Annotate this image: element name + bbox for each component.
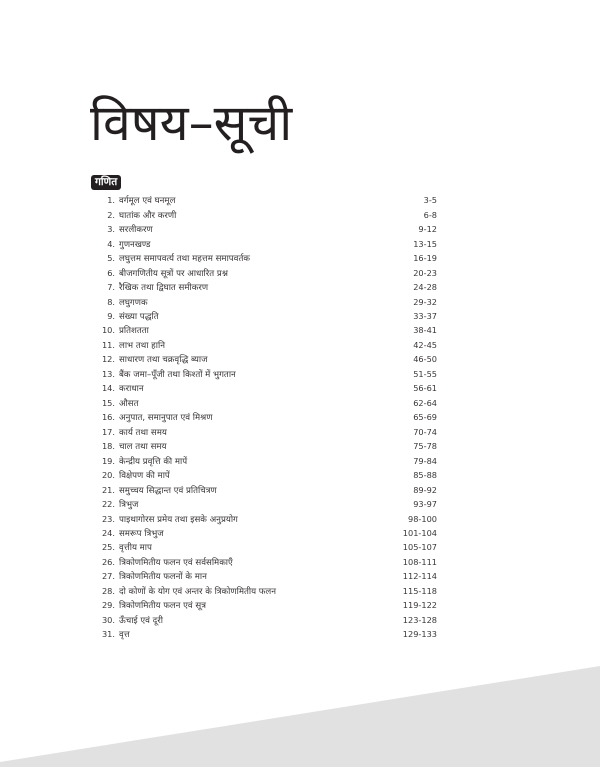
chapter-page-range: 29-32 — [413, 296, 437, 307]
chapter-page-range: 16-19 — [413, 253, 437, 264]
chapter-number: 3. — [107, 224, 115, 235]
chapter-title: लाभ तथा हानि — [119, 340, 165, 351]
chapter-number: 23. — [101, 513, 115, 524]
chapter-number: 31. — [101, 629, 115, 640]
chapter-title: कराधान — [119, 384, 144, 395]
chapter-title: रैखिक तथा द्विघात समीकरण — [119, 283, 209, 294]
chapter-page-range: 42-45 — [413, 339, 437, 350]
chapter-page-range: 108-111 — [402, 556, 437, 567]
table-of-contents — [95, 193, 437, 642]
chapter-page-range: 13-15 — [413, 238, 437, 249]
toc-row-16[interactable] — [95, 410, 437, 424]
chapter-page-range: 38-41 — [413, 325, 437, 336]
chapter-page-range: 85-88 — [413, 470, 437, 481]
chapter-number: 14. — [101, 383, 115, 394]
toc-row-8[interactable] — [95, 294, 437, 308]
chapter-title: संख्या पद्धति — [119, 311, 159, 322]
chapter-page-range: 98-100 — [407, 513, 437, 524]
chapter-number: 6. — [107, 267, 115, 278]
chapter-number: 2. — [107, 209, 115, 220]
chapter-number: 4. — [107, 238, 115, 249]
chapter-page-range: 62-64 — [413, 397, 437, 408]
chapter-title: लघुगणक — [119, 297, 148, 308]
chapter-number: 8. — [107, 296, 115, 307]
chapter-title: अनुपात, समानुपात एवं मिश्रण — [119, 413, 213, 424]
toc-row-20[interactable] — [95, 468, 437, 482]
toc-row-31[interactable] — [95, 627, 437, 641]
chapter-number: 7. — [107, 282, 115, 293]
chapter-page-range: 70-74 — [413, 426, 437, 437]
toc-row-18[interactable] — [95, 439, 437, 453]
chapter-title: त्रिकोणमितीय फलन एवं सर्वसमिकाएँ — [119, 557, 233, 568]
chapter-page-range: 129-133 — [402, 629, 437, 640]
chapter-title: विक्षेपण की मापें — [119, 471, 170, 482]
toc-row-22[interactable] — [95, 497, 437, 511]
chapter-page-range: 123-128 — [402, 614, 437, 625]
toc-row-15[interactable] — [95, 396, 437, 410]
toc-row-7[interactable] — [95, 280, 437, 294]
toc-row-14[interactable] — [95, 381, 437, 395]
chapter-title: साधारण तथा चक्रवृद्धि ब्याज — [119, 355, 208, 366]
chapter-number: 19. — [101, 455, 115, 466]
chapter-page-range: 89-92 — [413, 484, 437, 495]
chapter-page-range: 24-28 — [413, 282, 437, 293]
chapter-number: 30. — [101, 614, 115, 625]
chapter-page-range: 101-104 — [402, 528, 437, 539]
chapter-page-range: 105-107 — [402, 542, 437, 553]
toc-row-19[interactable] — [95, 453, 437, 467]
toc-row-30[interactable] — [95, 613, 437, 627]
chapter-title: केन्द्रीय प्रवृत्ति की मापें — [119, 456, 188, 467]
toc-row-4[interactable] — [95, 236, 437, 250]
chapter-title: लघुत्तम समापवर्त्य तथा महत्तम समापवर्तक — [119, 254, 250, 265]
chapter-page-range: 46-50 — [413, 354, 437, 365]
chapter-page-range: 6-8 — [423, 209, 437, 220]
chapter-title: घातांक और करणी — [119, 210, 177, 221]
chapter-title: गुणनखण्ड — [119, 239, 151, 250]
chapter-number: 26. — [101, 556, 115, 567]
toc-row-26[interactable] — [95, 555, 437, 569]
chapter-number: 20. — [101, 470, 115, 481]
chapter-number: 27. — [101, 571, 115, 582]
page-title: विषय–सूची — [90, 94, 293, 152]
toc-row-27[interactable] — [95, 569, 437, 583]
chapter-page-range: 112-114 — [402, 571, 437, 582]
chapter-number: 25. — [101, 542, 115, 553]
toc-row-29[interactable] — [95, 598, 437, 612]
chapter-number: 16. — [101, 412, 115, 423]
chapter-title: समरूप त्रिभुज — [119, 529, 164, 540]
chapter-title: प्रतिशतता — [119, 326, 149, 337]
chapter-title: त्रिकोणमितीय फलन एवं सूत्र — [119, 601, 206, 612]
chapter-number: 9. — [107, 310, 115, 321]
toc-row-1[interactable] — [95, 193, 437, 207]
chapter-number: 17. — [101, 426, 115, 437]
chapter-title: त्रिभुज — [119, 500, 139, 511]
chapter-title: वृत्त — [119, 630, 130, 641]
chapter-page-range: 93-97 — [413, 499, 437, 510]
chapter-page-range: 79-84 — [413, 455, 437, 466]
toc-row-25[interactable] — [95, 540, 437, 554]
chapter-title: दो कोणों के योग एवं अन्तर के त्रिकोणमितीय फलन — [119, 586, 277, 597]
toc-row-5[interactable] — [95, 251, 437, 265]
toc-row-12[interactable] — [95, 352, 437, 366]
chapter-title: चाल तथा समय — [119, 442, 167, 453]
chapter-number: 21. — [101, 484, 115, 495]
toc-row-10[interactable] — [95, 323, 437, 337]
chapter-page-range: 51-55 — [413, 368, 437, 379]
toc-row-6[interactable] — [95, 265, 437, 279]
chapter-number: 5. — [107, 253, 115, 264]
chapter-page-range: 9-12 — [418, 224, 437, 235]
chapter-number: 22. — [101, 499, 115, 510]
chapter-number: 24. — [101, 528, 115, 539]
chapter-title: वृत्तीय माप — [119, 543, 152, 554]
chapter-number: 13. — [101, 368, 115, 379]
toc-row-24[interactable] — [95, 526, 437, 540]
chapter-number: 29. — [101, 600, 115, 611]
chapter-title: सरलीकरण — [119, 225, 153, 236]
chapter-number: 1. — [107, 195, 115, 206]
chapter-page-range: 3-5 — [423, 195, 437, 206]
chapter-title: औसत — [119, 398, 139, 409]
chapter-page-range: 75-78 — [413, 441, 437, 452]
chapter-title: वर्गमूल एवं घनमूल — [119, 196, 176, 207]
chapter-title: त्रिकोणमितीय फलनों के मान — [119, 572, 207, 583]
toc-row-21[interactable] — [95, 482, 437, 496]
chapter-page-range: 20-23 — [413, 267, 437, 278]
chapter-number: 28. — [101, 585, 115, 596]
toc-row-17[interactable] — [95, 425, 437, 439]
chapter-page-range: 56-61 — [413, 383, 437, 394]
toc-row-9[interactable] — [95, 309, 437, 323]
toc-row-2[interactable] — [95, 207, 437, 221]
chapter-title: बैंक जमा–पूँजी तथा किश्तों में भुगतान — [119, 369, 236, 380]
section-badge-mathematics: गणित — [91, 175, 121, 190]
chapter-number: 18. — [101, 441, 115, 452]
chapter-page-range: 119-122 — [402, 600, 437, 611]
toc-row-28[interactable] — [95, 584, 437, 598]
toc-row-11[interactable] — [95, 338, 437, 352]
chapter-page-range: 115-118 — [402, 585, 437, 596]
chapter-title: पाइथागोरस प्रमेय तथा इसके अनुप्रयोग — [119, 514, 238, 525]
chapter-number: 15. — [101, 397, 115, 408]
chapter-page-range: 65-69 — [413, 412, 437, 423]
chapter-number: 11. — [101, 339, 115, 350]
chapter-number: 10. — [101, 325, 115, 336]
toc-row-13[interactable] — [95, 367, 437, 381]
toc-row-3[interactable] — [95, 222, 437, 236]
chapter-number: 12. — [101, 354, 115, 365]
chapter-title: कार्य तथा समय — [119, 427, 167, 438]
chapter-title: समुच्चय सिद्धान्त एवं प्रतिचित्रण — [119, 485, 217, 496]
chapter-page-range: 33-37 — [413, 310, 437, 321]
chapter-title: बीजगणितीय सूत्रों पर आधारित प्रश्न — [119, 268, 228, 279]
chapter-title: ऊँचाई एवं दूरी — [119, 615, 163, 626]
toc-row-23[interactable] — [95, 511, 437, 525]
